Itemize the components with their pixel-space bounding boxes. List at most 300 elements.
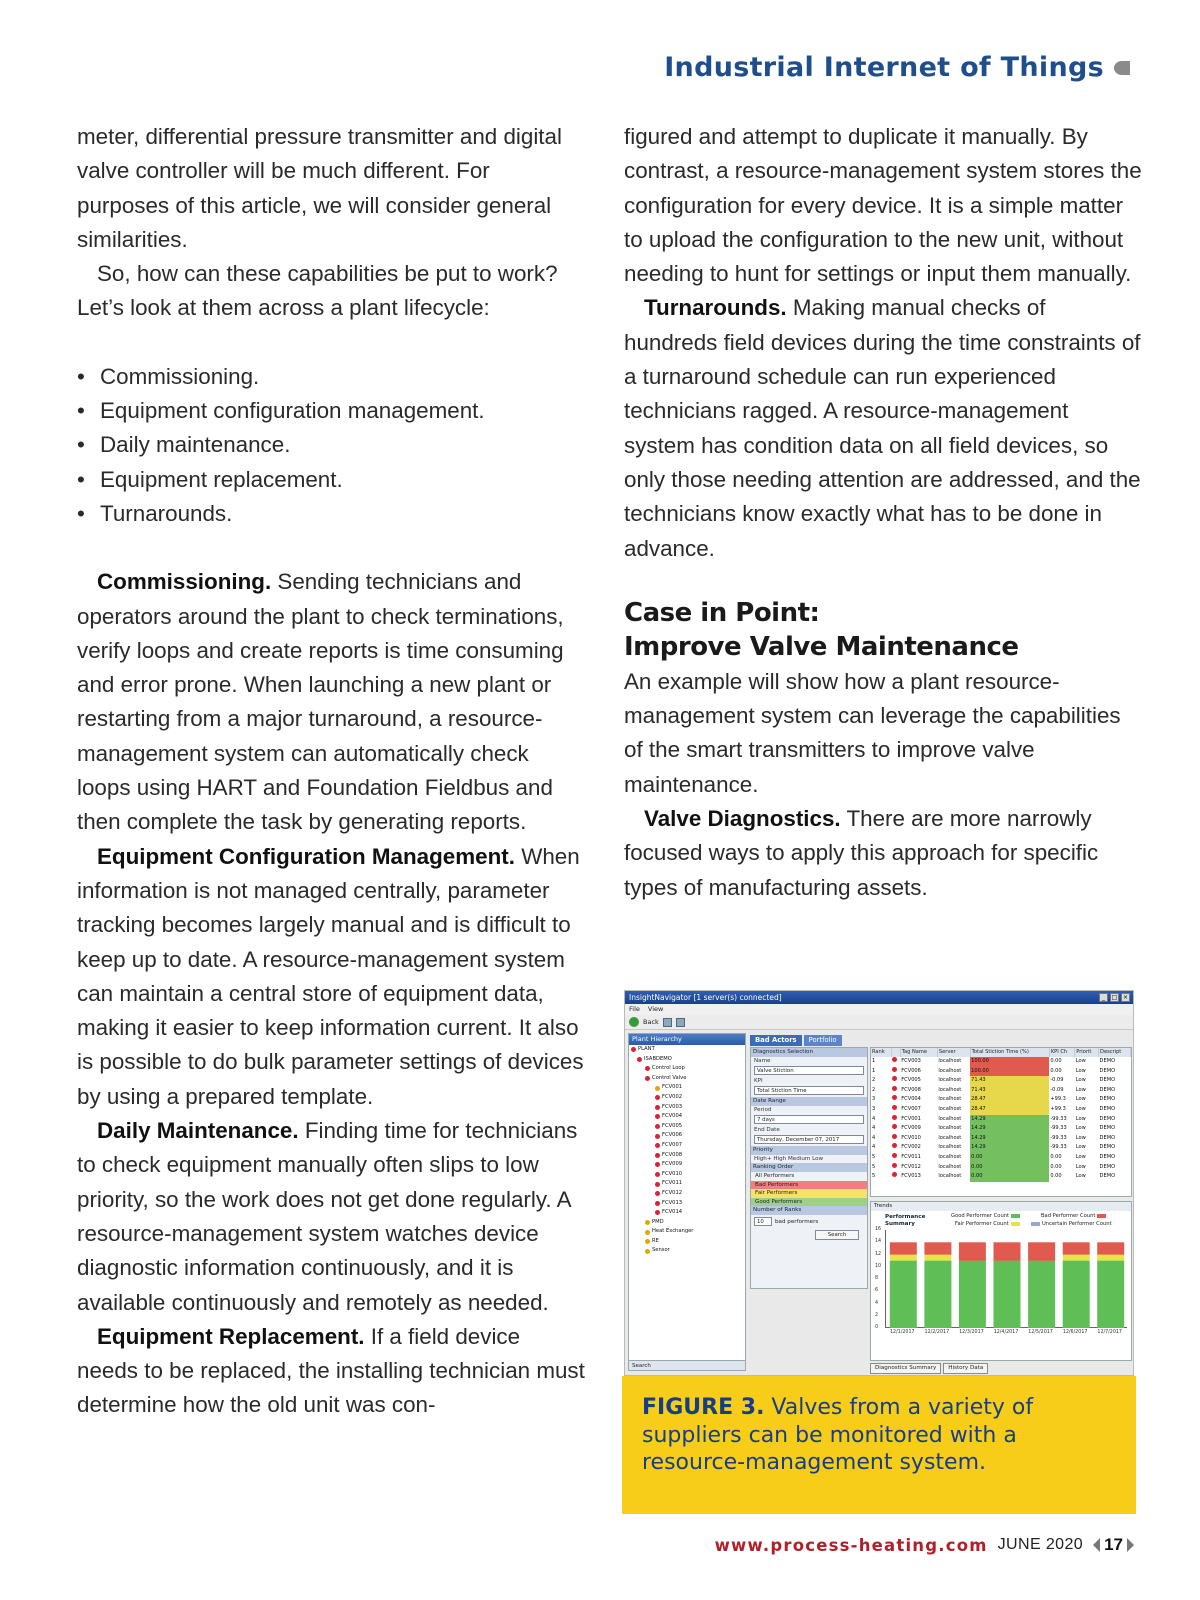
bar-segment xyxy=(994,1261,1021,1328)
paragraph: An example will show how a plant resource-management system can leverage the capabilities of the smart transmitters to improve valve maintenance. xyxy=(624,668,1121,797)
kpi-select: Total Stiction Time xyxy=(754,1086,864,1095)
table-row xyxy=(871,1172,1131,1182)
table-header: Priorit xyxy=(1075,1048,1099,1057)
tree-label: FCV004 xyxy=(662,1113,683,1120)
status-icon xyxy=(655,1114,660,1119)
tree-item xyxy=(629,1083,745,1093)
table-header: KPI Ch xyxy=(1049,1048,1074,1057)
table-cell: Low xyxy=(1075,1125,1086,1132)
period-select: 7 days xyxy=(754,1115,864,1124)
trends-label: Trends xyxy=(871,1202,1131,1211)
status-icon xyxy=(655,1201,660,1206)
table-cell: FCV011 xyxy=(901,1153,921,1160)
severity-icon xyxy=(892,1124,897,1129)
table-cell xyxy=(891,1105,900,1115)
table-cell: localhost xyxy=(938,1096,962,1103)
table-cell: 0.00 xyxy=(1050,1058,1062,1064)
rank-option: Fair Performers xyxy=(751,1189,867,1198)
table-cell: 5 xyxy=(872,1163,876,1170)
table-cell: -99.33 xyxy=(1050,1144,1067,1151)
results-table xyxy=(871,1048,1131,1182)
table-row xyxy=(871,1086,1131,1096)
rank-option: Bad Performers xyxy=(751,1181,867,1190)
table-cell xyxy=(891,1086,900,1096)
tree-item xyxy=(629,1179,745,1189)
table-cell: Low xyxy=(1075,1115,1086,1122)
table-cell: FCV012 xyxy=(901,1163,921,1170)
severity-icon xyxy=(892,1067,897,1072)
severity-icon xyxy=(892,1134,897,1139)
close-icon: × xyxy=(1122,994,1129,1001)
table-cell: FCV004 xyxy=(901,1096,921,1103)
filter-label: Name xyxy=(754,1058,771,1064)
table-cell: FCV009 xyxy=(901,1125,921,1132)
tree-label: Heat Exchanger xyxy=(652,1228,694,1235)
table-cell: 0.00 xyxy=(1050,1067,1062,1074)
run-in-head: Equipment Configuration Management. xyxy=(97,843,515,869)
table-cell: DEMO xyxy=(1099,1173,1116,1180)
legend-swatch xyxy=(1031,1222,1040,1226)
table-cell: 0.00 xyxy=(1050,1163,1062,1170)
table-cell: localhost xyxy=(938,1163,962,1170)
right-column xyxy=(624,120,1144,905)
table-cell: 1 xyxy=(872,1067,876,1074)
name-select: Valve Stiction xyxy=(754,1066,864,1075)
filter-section: Date Range xyxy=(751,1097,867,1106)
bar-segment xyxy=(890,1242,917,1254)
bar-segment xyxy=(1097,1242,1124,1254)
table-cell: FCV005 xyxy=(901,1077,921,1084)
bar-segment xyxy=(924,1255,951,1261)
priority-options: High+ High Medium Low xyxy=(754,1156,824,1162)
table-cell: -0.09 xyxy=(1050,1086,1064,1093)
tree-item xyxy=(629,1199,745,1209)
table-cell: FCV007 xyxy=(901,1105,921,1112)
y-tick-label: 0 xyxy=(875,1325,879,1330)
table-cell: FCV002 xyxy=(901,1144,921,1151)
chart-title-line: Performance xyxy=(885,1214,926,1220)
table-row xyxy=(871,1067,1131,1077)
table-cell: 3 xyxy=(872,1105,876,1112)
table-cell: -99.33 xyxy=(1050,1125,1067,1132)
table-cell: 0.00 xyxy=(970,1172,1049,1182)
table-cell: -0.09 xyxy=(1050,1077,1064,1084)
bar-segment xyxy=(890,1255,917,1261)
tree-item xyxy=(629,1064,745,1074)
tree-item xyxy=(629,1074,745,1084)
back-icon xyxy=(629,1017,639,1027)
table-header: Rank xyxy=(871,1048,891,1057)
run-in-head: Turnarounds. xyxy=(644,295,787,321)
paragraph-commissioning xyxy=(77,565,587,839)
filter-section: Ranking Order xyxy=(751,1163,867,1172)
tree-label: FCV005 xyxy=(662,1122,683,1129)
tree-item xyxy=(629,1227,745,1237)
search-button: Search xyxy=(815,1230,859,1240)
filter-label: KPI xyxy=(754,1078,763,1084)
table-cell: 28.47 xyxy=(970,1095,1049,1105)
bar-segment xyxy=(1097,1255,1124,1261)
export-icon xyxy=(676,1018,685,1027)
bar-segment xyxy=(1028,1242,1055,1260)
status-icon xyxy=(655,1105,660,1110)
status-icon xyxy=(655,1191,660,1196)
paragraph-body: When information is not managed centrally, parameter tracking becomes largely manual and is difficult to keep up to date. A resource-management system can maintain a central store of equipment data, making it easier to keep information current. It also is possible to do bulk parameter settings of devices by using a prepared template. xyxy=(77,843,584,1109)
paragraph-valve xyxy=(624,802,1144,905)
run-in-head: Equipment Replacement. xyxy=(97,1323,365,1349)
window-title: InsightNavigator [1 server(s) connected] xyxy=(629,993,782,1002)
table-row xyxy=(871,1153,1131,1163)
table-row xyxy=(871,1124,1131,1134)
table-cell: -99.33 xyxy=(1050,1134,1067,1141)
legend-bad xyxy=(1041,1213,1106,1220)
plant-hierarchy-pane xyxy=(628,1033,746,1371)
x-tick-label: 12/3/2017 xyxy=(959,1330,984,1335)
table-cell: DEMO xyxy=(1099,1153,1116,1160)
status-icon xyxy=(655,1172,660,1177)
ranks-field: 10 xyxy=(754,1217,772,1226)
severity-icon xyxy=(892,1143,897,1148)
caption-text: Valves from a variety of suppliers can be monitored with a resource-management system. xyxy=(642,1395,1034,1475)
table-row xyxy=(871,1076,1131,1086)
x-tick-label: 12/6/2017 xyxy=(1062,1330,1088,1335)
table-cell: Low xyxy=(1075,1077,1086,1084)
search-bar: Search xyxy=(629,1360,745,1370)
status-icon xyxy=(655,1086,660,1091)
tree-label: FCV006 xyxy=(662,1132,683,1139)
rank-option: All Performers xyxy=(755,1173,795,1179)
tree-item xyxy=(629,1055,745,1065)
table-cell xyxy=(891,1134,900,1144)
table-row xyxy=(871,1163,1131,1173)
tree-label: PMD xyxy=(652,1218,664,1225)
table-cell xyxy=(891,1163,900,1173)
table-cell: localhost xyxy=(938,1077,962,1084)
tree-item xyxy=(629,1093,745,1103)
table-cell: 100.00 xyxy=(970,1067,1049,1077)
legend-swatch xyxy=(1011,1222,1020,1226)
table-cell: DEMO xyxy=(1099,1163,1116,1170)
y-tick-label: 6 xyxy=(875,1288,879,1294)
pane-title: Plant Hierarchy xyxy=(629,1034,745,1045)
status-icon xyxy=(655,1153,660,1158)
tree-item xyxy=(629,1218,745,1228)
table-cell: 4 xyxy=(872,1134,876,1141)
table-cell: localhost xyxy=(938,1105,962,1112)
tree-item xyxy=(629,1208,745,1218)
tree-item xyxy=(629,1045,745,1055)
table-cell: 0.00 xyxy=(970,1153,1049,1163)
legend-swatch xyxy=(1097,1214,1106,1218)
paragraph-body: There are more narrowly focused ways to apply this approach for specific types of manufacturing assets. xyxy=(624,806,1099,900)
paragraph-body: If a field device needs to be replaced, the installing technician must determine how the old unit was con- xyxy=(77,1323,585,1418)
status-icon xyxy=(655,1124,660,1129)
tree-label: Control Loop xyxy=(652,1065,685,1072)
tree-label: FCV008 xyxy=(662,1151,683,1158)
table-cell xyxy=(891,1153,900,1163)
table-cell: 2 xyxy=(872,1077,876,1084)
x-tick-label: 12/7/2017 xyxy=(1097,1330,1122,1335)
filter-label: Period xyxy=(754,1107,772,1113)
section-heading xyxy=(624,596,1144,664)
table-cell: localhost xyxy=(938,1115,962,1122)
tree-label: FCV009 xyxy=(662,1161,683,1168)
results-table-pane xyxy=(870,1047,1132,1197)
status-icon xyxy=(655,1134,660,1139)
paragraph-replacement xyxy=(77,1320,587,1423)
status-icon xyxy=(645,1220,650,1225)
page-number: 17 xyxy=(1104,1535,1123,1554)
table-cell: Low xyxy=(1075,1173,1086,1180)
bar-segment xyxy=(924,1242,951,1254)
footer-issue: JUNE 2020 xyxy=(997,1536,1084,1553)
table-cell: localhost xyxy=(938,1086,962,1093)
legend-label: Fair Performer Count xyxy=(955,1221,1009,1227)
table-cell xyxy=(891,1115,900,1125)
page-number-block xyxy=(1093,1535,1134,1555)
table-cell: 4 xyxy=(872,1115,876,1122)
table-cell: DEMO xyxy=(1099,1096,1116,1103)
table-cell xyxy=(891,1143,900,1153)
paragraph: figured and attempt to duplicate it manually. By contrast, a resource-management system stores the configuration for every device. It is a simple matter to upload the configuration to the new unit, without needing to hunt for settings or input them manually. xyxy=(624,124,1142,287)
tree-item xyxy=(629,1103,745,1113)
severity-icon xyxy=(892,1115,897,1120)
tree-label: ISABDEMO xyxy=(644,1055,672,1062)
table-cell: 71.43 xyxy=(970,1076,1049,1086)
tree-label: FCV012 xyxy=(662,1189,683,1196)
tree-label: Sensor xyxy=(652,1247,670,1254)
paragraph-daily xyxy=(77,1114,587,1320)
tab-diagnostics-summary: Diagnostics Summary xyxy=(870,1363,941,1374)
heading-line: Case in Point: xyxy=(624,597,820,628)
status-icon xyxy=(655,1210,660,1215)
legend-good xyxy=(951,1213,1020,1220)
status-icon xyxy=(645,1239,650,1244)
table-cell: 14.29 xyxy=(970,1143,1049,1153)
figure-screenshot xyxy=(624,990,1134,1376)
status-icon xyxy=(655,1143,660,1148)
tree-item xyxy=(629,1112,745,1122)
table-cell: 4 xyxy=(872,1144,876,1151)
tree-item xyxy=(629,1160,745,1170)
section-title: Industrial Internet of Things xyxy=(664,52,1104,83)
table-cell xyxy=(891,1124,900,1134)
table-cell: Low xyxy=(1075,1086,1086,1093)
table-cell xyxy=(891,1067,900,1077)
tree-label: FCV003 xyxy=(662,1103,683,1110)
table-cell: Low xyxy=(1075,1134,1086,1141)
status-icon xyxy=(655,1162,660,1167)
top-tabs xyxy=(750,1035,842,1046)
table-cell: Low xyxy=(1075,1153,1086,1160)
trends-pane xyxy=(870,1201,1132,1361)
legend-uncertain xyxy=(1031,1221,1112,1228)
table-header: Total Stiction Time (%) xyxy=(970,1048,1049,1057)
menu-bar xyxy=(625,1004,1133,1015)
tab-bad-actors: Bad Actors xyxy=(750,1035,802,1046)
table-cell: Low xyxy=(1075,1096,1086,1103)
back-label: Back xyxy=(643,1018,659,1026)
table-cell: +99.3 xyxy=(1050,1105,1066,1112)
status-icon xyxy=(637,1057,642,1062)
run-in-head: Daily Maintenance. xyxy=(97,1118,299,1144)
table-cell: 3 xyxy=(872,1096,876,1103)
minimize-icon: _ xyxy=(1099,993,1108,1002)
table-cell: DEMO xyxy=(1099,1125,1116,1132)
caption-label: FIGURE 3. xyxy=(642,1395,765,1420)
list-item: • Turnarounds. xyxy=(77,497,587,531)
x-tick-label: 12/1/2017 xyxy=(889,1330,915,1335)
tree-item xyxy=(629,1246,745,1256)
table-header: Descript xyxy=(1099,1048,1131,1057)
end-date-field: Thursday, December 07, 2017 xyxy=(754,1135,864,1144)
table-cell: Low xyxy=(1075,1067,1086,1074)
tab-portfolio: Portfolio xyxy=(804,1035,842,1046)
table-cell: DEMO xyxy=(1099,1144,1116,1151)
table-cell: 71.43 xyxy=(970,1086,1049,1096)
chart-title-line: Summary xyxy=(885,1220,915,1227)
y-tick-label: 4 xyxy=(875,1300,879,1306)
bar-segment xyxy=(959,1242,986,1260)
tree-label: Control Valve xyxy=(652,1074,687,1081)
list-item: • Daily maintenance. xyxy=(77,428,587,462)
y-tick-label: 10 xyxy=(875,1263,882,1269)
tree-label: FCV011 xyxy=(662,1180,683,1187)
y-tick-label: 8 xyxy=(875,1276,879,1281)
status-icon xyxy=(645,1066,650,1071)
severity-icon xyxy=(892,1172,897,1177)
bar-segment xyxy=(994,1242,1021,1260)
list-item: • Commissioning. xyxy=(77,360,587,394)
table-cell: -99.33 xyxy=(1050,1115,1067,1122)
table-cell xyxy=(891,1057,900,1067)
window-titlebar xyxy=(625,991,1133,1004)
menu-view: View xyxy=(647,1005,664,1013)
legend-swatch xyxy=(1011,1214,1020,1218)
status-icon xyxy=(645,1076,650,1081)
lifecycle-list xyxy=(77,360,587,531)
bar-segment xyxy=(1063,1261,1090,1328)
table-cell: 4 xyxy=(872,1125,876,1132)
tree-item xyxy=(629,1122,745,1132)
tree-label: FCV014 xyxy=(662,1209,683,1216)
legend-label: Good Performer Count xyxy=(951,1213,1010,1219)
table-cell xyxy=(891,1095,900,1105)
table-cell: +99.3 xyxy=(1050,1096,1066,1103)
legend-fair xyxy=(955,1221,1020,1228)
filter-section: Number of Ranks xyxy=(751,1206,867,1215)
table-row xyxy=(871,1105,1131,1115)
tree-label: FCV007 xyxy=(662,1141,683,1148)
table-cell: FCV008 xyxy=(901,1086,921,1093)
x-tick-label: 12/2/2017 xyxy=(924,1330,950,1335)
menu-file: File xyxy=(629,1005,640,1013)
list-item: • Equipment replacement. xyxy=(77,463,587,497)
ranks-suffix: bad performers xyxy=(775,1218,819,1225)
table-cell: 0.00 xyxy=(970,1163,1049,1173)
table-cell: FCV010 xyxy=(901,1134,921,1141)
table-cell: localhost xyxy=(938,1144,962,1151)
status-icon xyxy=(645,1230,650,1235)
severity-icon xyxy=(892,1095,897,1100)
list-item: • Equipment configuration management. xyxy=(77,394,587,428)
legend-label: Uncertain Performer Count xyxy=(1042,1221,1112,1227)
tree-item xyxy=(629,1237,745,1247)
paragraph-body: Sending technicians and operators around the plant to check terminations, verify loops and create reports is time consuming and error prone. When launching a new plant or restarting from a major turnaround, a resource-management system can automatically check loops using HART and Foundation Fieldbus and then complete the task by generating reports. xyxy=(77,569,564,835)
toolbar xyxy=(625,1015,1133,1030)
paragraph: So, how can these capabilities be put to work? Let’s look at them across a plant lifecycle: xyxy=(77,261,558,321)
bar-segment xyxy=(1097,1261,1124,1328)
table-cell: Low xyxy=(1075,1058,1086,1064)
table-cell: localhost xyxy=(938,1134,962,1141)
table-cell: DEMO xyxy=(1099,1115,1116,1122)
table-cell: localhost xyxy=(938,1125,962,1132)
table-cell: Low xyxy=(1075,1144,1086,1151)
status-icon xyxy=(645,1249,650,1254)
tree-item xyxy=(629,1189,745,1199)
table-cell: 100.00 xyxy=(970,1057,1049,1067)
severity-icon xyxy=(892,1057,897,1062)
filter-pane xyxy=(750,1047,868,1289)
table-cell: 1 xyxy=(872,1058,876,1064)
table-cell: FCV006 xyxy=(901,1067,921,1074)
table-cell: 14.29 xyxy=(970,1124,1049,1134)
paragraph-turnarounds xyxy=(624,291,1144,565)
section-marker-icon xyxy=(1114,61,1130,75)
status-icon xyxy=(655,1182,660,1187)
table-cell: localhost xyxy=(938,1153,962,1160)
page-right-icon xyxy=(1127,1538,1134,1552)
table-cell: 14.29 xyxy=(970,1134,1049,1144)
table-cell: FCV013 xyxy=(901,1173,921,1180)
table-cell: 2 xyxy=(872,1086,876,1093)
table-row xyxy=(871,1115,1131,1125)
table-cell: DEMO xyxy=(1099,1134,1116,1141)
table-cell: Low xyxy=(1075,1163,1086,1170)
table-cell: 0.00 xyxy=(1050,1173,1062,1180)
paragraph-body: Finding time for technicians to check equipment manually often slips to low priority, so the work does not get done regularly. A resource-management system watches device diagnostic information continuously, and it is available continuously and remotely as needed. xyxy=(77,1118,578,1315)
y-tick-label: 2 xyxy=(875,1312,879,1318)
tree-item xyxy=(629,1131,745,1141)
table-cell: Low xyxy=(1075,1105,1086,1112)
severity-icon xyxy=(892,1153,897,1158)
refresh-icon xyxy=(663,1018,672,1027)
table-cell: 28.47 xyxy=(970,1105,1049,1115)
status-icon xyxy=(631,1047,636,1052)
legend-label: Bad Performer Count xyxy=(1041,1213,1096,1219)
bar-segment xyxy=(890,1261,917,1328)
status-icon xyxy=(655,1095,660,1100)
severity-icon xyxy=(892,1163,897,1168)
filter-section: Priority xyxy=(751,1146,867,1155)
table-row xyxy=(871,1057,1131,1067)
page-left-icon xyxy=(1093,1538,1100,1552)
table-cell: 5 xyxy=(872,1153,876,1160)
severity-icon xyxy=(892,1086,897,1091)
severity-icon xyxy=(892,1105,897,1110)
table-cell xyxy=(891,1172,900,1182)
bar-segment xyxy=(1063,1242,1090,1254)
tree-label: FCV002 xyxy=(662,1093,683,1100)
table-cell: FCV003 xyxy=(901,1058,921,1064)
y-tick-label: 14 xyxy=(875,1239,882,1245)
tree-item xyxy=(629,1170,745,1180)
chart-title xyxy=(885,1214,925,1227)
run-in-head: Commissioning. xyxy=(97,569,272,595)
table-cell: FCV001 xyxy=(901,1115,921,1122)
table-cell xyxy=(891,1076,900,1086)
table-header: Server xyxy=(937,1048,970,1057)
